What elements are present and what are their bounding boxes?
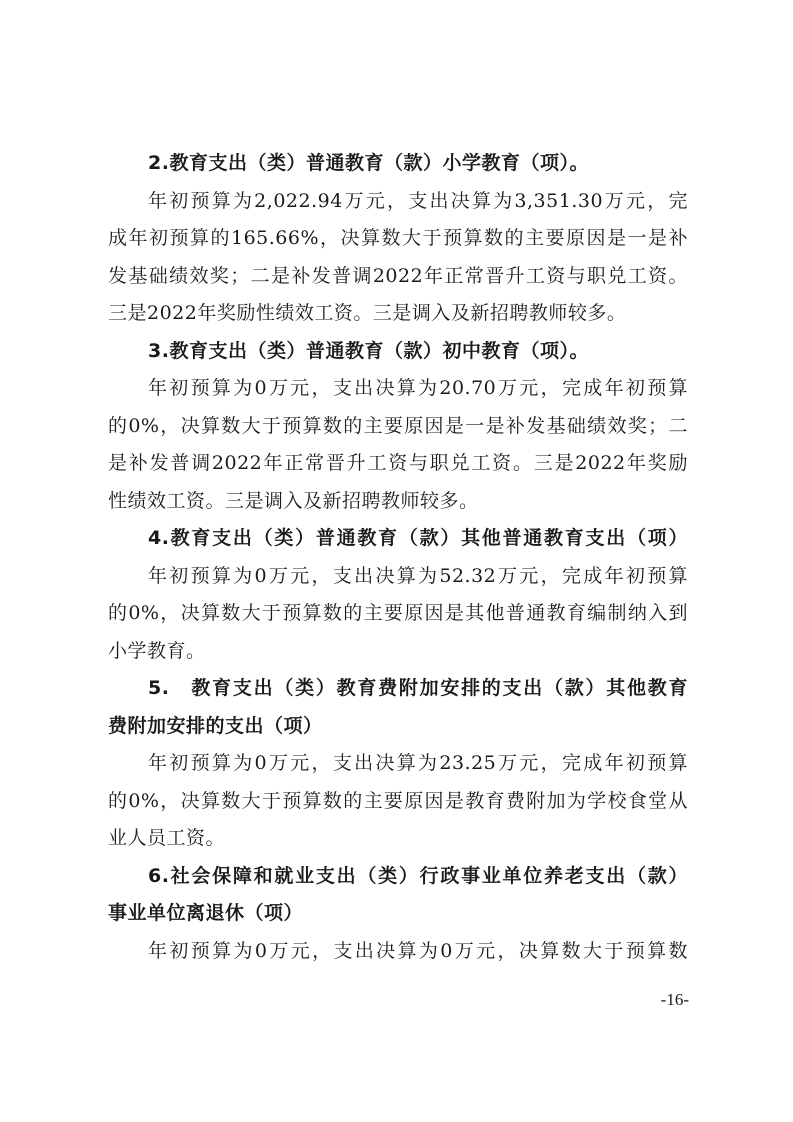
paragraph-line: 年初预算为0万元，支出决算为52.32万元，完成年初预算 <box>148 564 688 587</box>
page-number: -16- <box>660 990 689 1009</box>
document-body <box>108 145 688 970</box>
paragraph-line: 三是2022年奖励性绩效工资。三是调入及新招聘教师较多。 <box>108 302 627 324</box>
section-heading-5: 5. 教育支出（类）教育费附加安排的支出（款）其他教育 <box>148 677 688 699</box>
section-heading-6: 6.社会保障和就业支出（类）行政事业单位养老支出（款） <box>148 864 688 887</box>
paragraph-line: 发基础绩效奖；二是补发普调2022年正常晋升工资与职兑工资。 <box>108 264 688 287</box>
section-heading-2: 2.教育支出（类）普通教育（款）小学教育（项）。 <box>148 152 589 174</box>
section-heading-4: 4.教育支出（类）普通教育（款）其他普通教育支出（项） <box>148 527 688 549</box>
paragraph-line: 年初预算为0万元，支出决算为0万元，决算数大于预算数 <box>148 939 688 962</box>
paragraph-line: 年初预算为2,022.94万元，支出决算为3,351.30万元，完 <box>148 189 688 212</box>
paragraph-line: 年初预算为0万元，支出决算为20.70万元，完成年初预算 <box>148 377 688 399</box>
paragraph-line: 的0%，决算数大于预算数的主要原因是其他普通教育编制纳入到 <box>108 602 688 624</box>
paragraph-line: 的0%，决算数大于预算数的主要原因是教育费附加为学校食堂从 <box>108 789 688 812</box>
paragraph-line: 年初预算为0万元，支出决算为23.25万元，完成年初预算 <box>148 752 688 774</box>
paragraph-line: 业人员工资。 <box>108 827 226 849</box>
paragraph-line: 性绩效工资。三是调入及新招聘教师较多。 <box>108 489 479 512</box>
section-heading-5-cont: 费附加安排的支出（项） <box>108 714 323 737</box>
section-heading-6-cont: 事业单位离退休（项） <box>108 902 304 924</box>
paragraph-line: 小学教育。 <box>108 639 206 662</box>
paragraph-line: 是补发普调2022年正常晋升工资与职兑工资。三是2022年奖励 <box>108 452 688 474</box>
paragraph-line: 的0%，决算数大于预算数的主要原因是一是补发基础绩效奖；二 <box>108 414 688 437</box>
section-heading-3: 3.教育支出（类）普通教育（款）初中教育（项）。 <box>148 339 589 362</box>
paragraph-line: 成年初预算的165.66%，决算数大于预算数的主要原因是一是补 <box>108 227 688 249</box>
